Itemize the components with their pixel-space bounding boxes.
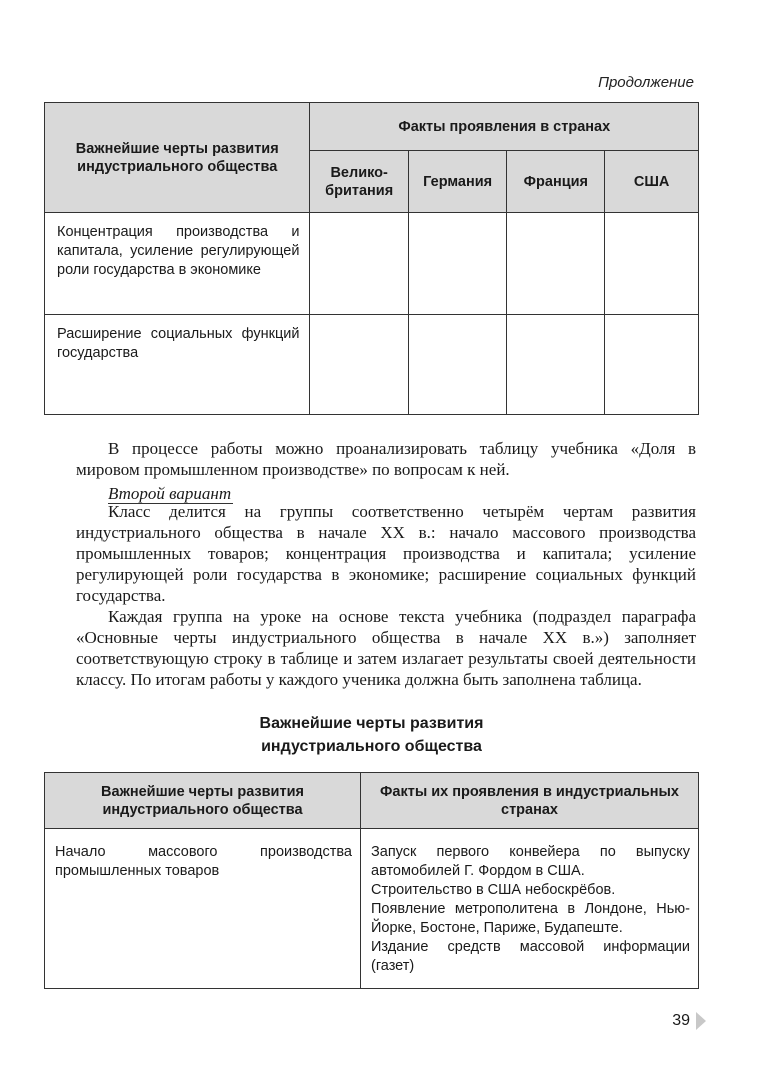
table2-title xyxy=(44,712,699,758)
empty-cell xyxy=(605,213,699,315)
table2-header-feature: Важнейшие черты развития индустриального общества xyxy=(45,773,361,829)
table2-row-feature: Начало массового производства промышленных товаров xyxy=(45,829,361,989)
variant-heading: Второй вариант xyxy=(108,484,232,503)
table2-row-facts xyxy=(361,829,699,989)
paragraph-task: Каждая группа на уроке на основе текста учебника (подраздел параграфа «Основные черты индустриального общества в начале XX в.») заполняет соответствующую строку в таблице и затем излагает результаты своей деятельности классу. По итогам работы у каждого ученика должна быть заполнена таблица. xyxy=(76,607,696,689)
country-header-usa: США xyxy=(605,151,699,213)
table1-header-facts: Факты проявления в странах xyxy=(310,103,699,151)
empty-cell xyxy=(507,315,605,415)
empty-cell xyxy=(310,213,408,315)
table2-header-facts: Факты их проявления в индустриальных странах xyxy=(361,773,699,829)
paragraph-analysis: В процессе работы можно проанализировать таблицу учебника «Доля в мировом промышленном производстве» по вопросам к ней. xyxy=(76,439,696,479)
country-header-france: Франция xyxy=(507,151,605,213)
page-turn-arrow-icon xyxy=(696,1012,706,1030)
fact-item: Появление метрополитена в Лондоне, Нью-Йорке, Бостоне, Париже, Будапеште. xyxy=(371,901,690,936)
fact-item: Издание средств массовой информации (газет) xyxy=(371,939,690,974)
fact-item: Строительство в США небоскрёбов. xyxy=(371,882,616,898)
empty-cell xyxy=(408,213,507,315)
page-number: 39 xyxy=(672,1012,690,1029)
table1-header-feature: Важнейшие черты развития индустриального общества xyxy=(45,103,310,213)
country-header-germany: Германия xyxy=(408,151,507,213)
empty-cell xyxy=(507,213,605,315)
fact-item: Запуск первого конвейера по выпуску автомобилей Г. Фордом в США. xyxy=(371,844,690,879)
countries-facts-table xyxy=(44,102,699,415)
table1-row-feature: Расширение социальных функций государства xyxy=(45,315,310,415)
table2-title-line: индустриального общества xyxy=(261,738,482,755)
empty-cell xyxy=(605,315,699,415)
country-header-britain: Велико-британия xyxy=(310,151,408,213)
table1-row-feature: Концентрация производства и капитала, усиление регулирующей роли государства в экономике xyxy=(45,213,310,315)
empty-cell xyxy=(408,315,507,415)
features-facts-table xyxy=(44,772,699,989)
table-row xyxy=(45,315,699,415)
table2-title-line: Важнейшие черты развития xyxy=(259,715,484,732)
table-row xyxy=(45,829,699,989)
paragraph-groups: Класс делится на группы соответственно четырём чертам развития индустриального общества в начале XX в.: начало массового производства промышленных товаров; концентрация производства и капитала; усиление регулирующей роли государства в экономике; расширение социальных функций государства. xyxy=(76,502,696,605)
empty-cell xyxy=(310,315,408,415)
continuation-label: Продолжение xyxy=(598,74,694,91)
table-row xyxy=(45,213,699,315)
